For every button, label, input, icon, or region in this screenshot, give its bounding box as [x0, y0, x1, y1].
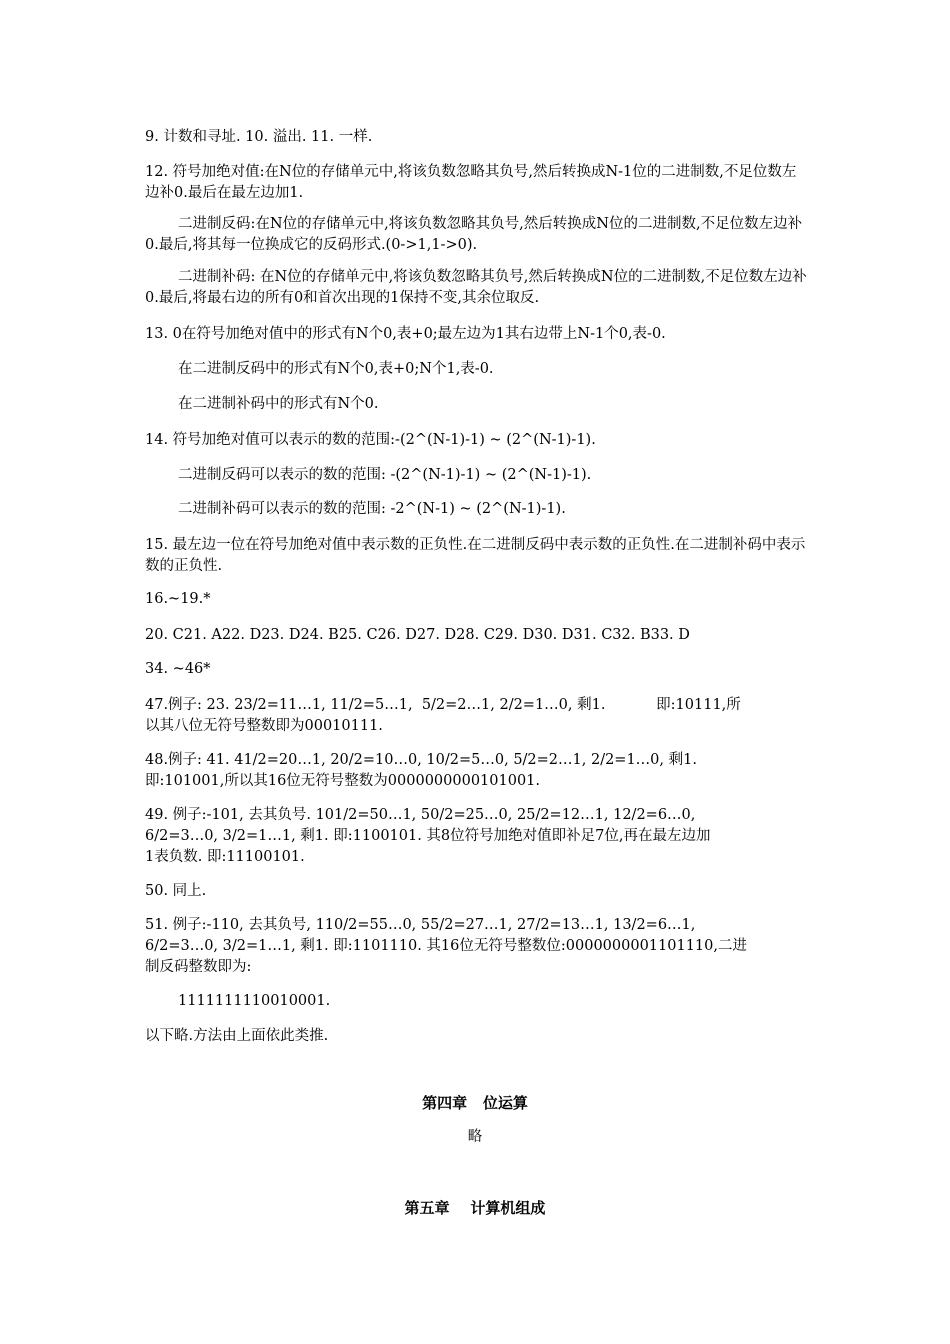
answer-48-line-2: 即:101001,所以其16位无符号整数为0000000000101001. — [145, 773, 541, 789]
chapter-4-body: 略 — [467, 1129, 483, 1145]
answer-14-ones-complement: 二进制反码可以表示的数的范围: -(2^(N-1)-1) ~ (2^(N-1)-1). — [178, 467, 592, 483]
answer-49-line-2: 6/2=3…0, 3/2=1…1, 剩1. 即:1100101. 其8位符号加绝对值即补足7位,再在最左边加 — [145, 828, 711, 844]
answer-49-line-1: 49. 例子:-101, 去其负号. 101/2=50…1, 50/2=25…0, 25/2=12…1, 12/2=6…0, — [145, 807, 696, 823]
answer-51-line-3: 制反码整数即为: — [145, 959, 252, 975]
answer-51-line-2: 6/2=3…0, 3/2=1…1, 剩1. 即:1101110. 其16位无符号整数位:0000000001101110,二进 — [145, 938, 747, 954]
answer-13-ones-complement: 在二进制反码中的形式有N个0,表+0;N个1,表-0. — [178, 361, 494, 377]
chapter-4-title: 第四章 位运算 — [422, 1094, 528, 1112]
answer-49-line-3: 1表负数. 即:11100101. — [145, 849, 305, 865]
answer-13-twos-complement: 在二进制补码中的形式有N个0. — [178, 396, 379, 412]
answer-34-46: 34. ~46* — [145, 661, 211, 677]
answer-12-twos-complement: 二进制补码: 在N位的存储单元中,将该负数忽略其负号,然后转换成N位的二进制数,不足位数左边补0.最后,将最右边的所有0和首次出现的1保持不变,其余位取反. — [145, 269, 807, 306]
answer-47-line-2: 以其八位无符号整数即为00010111. — [145, 718, 383, 734]
answer-51-line-1: 51. 例子:-110, 去其负号, 110/2=55…0, 55/2=27…1, 27/2=13…1, 13/2=6…1, — [145, 917, 696, 933]
answer-16-19: 16.~19.* — [145, 591, 211, 607]
answer-14-sign-magnitude: 14. 符号加绝对值可以表示的数的范围:-(2^(N-1)-1) ~ (2^(N-1)-1). — [145, 432, 596, 448]
answer-14-twos-complement: 二进制补码可以表示的数的范围: -2^(N-1) ~ (2^(N-1)-1). — [178, 501, 566, 517]
answer-50: 50. 同上. — [145, 883, 207, 899]
answer-12-ones-complement: 二进制反码:在N位的存储单元中,将该负数忽略其负号,然后转换成N位的二进制数,不足位数左边补0.最后,将其每一位换成它的反码形式.(0->1,1->0). — [145, 216, 803, 253]
answer-13-sign-magnitude: 13. 0在符号加绝对值中的形式有N个0,表+0;最左边为1其右边带上N-1个0,表-0. — [145, 326, 666, 342]
answer-48-line-1: 48.例子: 41. 41/2=20…1, 20/2=10…0, 10/2=5…0, 5/2=2…1, 2/2=1…0, 剩1. — [145, 752, 697, 768]
answer-47-line-1: 47.例子: 23. 23/2=11…1, 11/2=5…1, 5/2=2…1, 2/2=1…0, 剩1. 即:10111,所 — [145, 697, 741, 713]
answer-51-result: 1111111110010001. — [178, 993, 331, 1009]
answer-20-33: 20. C21. A22. D23. D24. B25. C26. D27. D28. C29. D30. D31. C32. B33. D — [145, 627, 690, 643]
answer-12-sign-magnitude: 12. 符号加绝对值:在N位的存储单元中,将该负数忽略其负号,然后转换成N-1位的二进制数,不足位数左边补0.最后在最左边加1. — [145, 164, 797, 201]
answer-9-11: 9. 计数和寻址. 10. 溢出. 11. 一样. — [145, 129, 373, 145]
answer-15: 15. 最左边一位在符号加绝对值中表示数的正负性.在二进制反码中表示数的正负性.在二进制补码中表示数的正负性. — [145, 537, 806, 574]
chapter-5-title: 第五章 计算机组成 — [404, 1199, 546, 1217]
rest-omitted-note: 以下略.方法由上面依此类推. — [145, 1028, 329, 1044]
